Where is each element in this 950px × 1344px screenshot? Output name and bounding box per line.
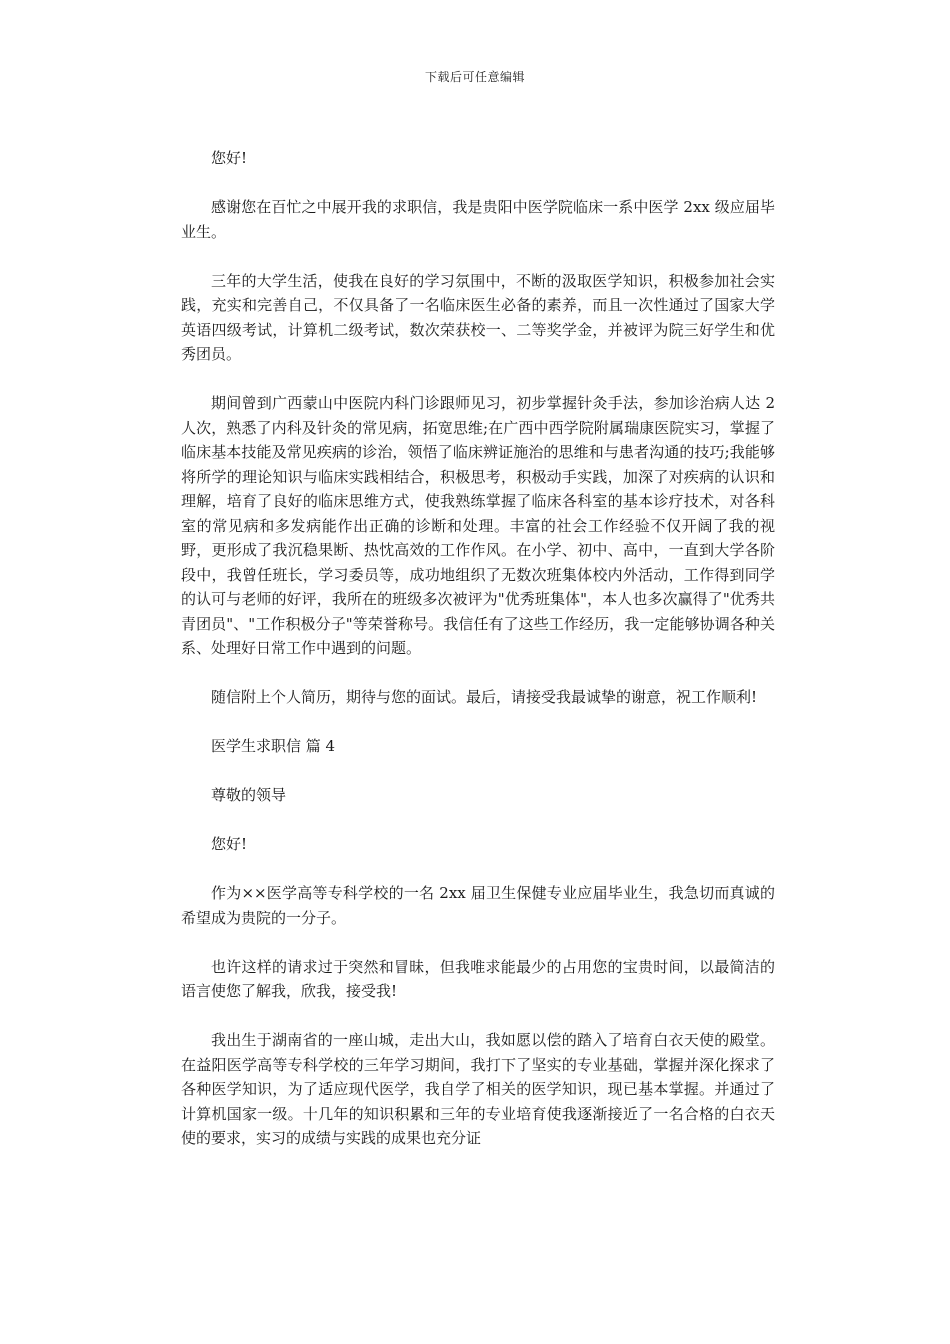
paragraph-intro-2: 作为××医学高等专科学校的一名 2xx 届卫生保健专业应届毕业生，我急切而真诚的希望成为贵院的一分子。: [181, 884, 775, 927]
paragraph-request: 也许这样的请求过于突然和冒昧，但我唯求能最少的占用您的宝贵时间，以最简洁的语言使您了解我，欣我，接受我!: [181, 957, 775, 1000]
paragraph-background: 我出生于湖南省的一座山城，走出大山，我如愿以偿的踏入了培育白衣天使的殿堂。在益阳医学高等专科学校的三年学习期间，我打下了坚实的专业基础，掌握并深化探求了各种医学知识，为了适应现代医学，我自学了相关的医学知识，现已基本掌握。并通过了计算机国家一级。十几年的知识积累和三年的专业培育使我逐渐接近了一名合格的白衣天使的要求，实习的成绩与实践的成果也充分证: [181, 1031, 775, 1147]
section-title: 医学生求职信 篇 4: [211, 737, 336, 755]
paragraph-closing: 随信附上个人简历，期待与您的面试。最后，请接受我最诚挚的谢意，祝工作顺利!: [211, 688, 758, 706]
paragraph-internship-experience: 期间曾到广西蒙山中医院内科门诊跟师见习，初步掌握针灸手法，参加诊治病人达 2 人次，熟悉了内科及针灸的常见病，拓宽思维;在广西中西学院附属瑞康医院实习，掌握了临床基本技能及常见疾病的诊治，领悟了临床辨证施治的思维和与患者沟通的技巧;我能够将所学的理论知识与临床实践相结合，积极思考，积极动手实践，加深了对疾病的认识和理解，培育了良好的临床思维方式，使我熟练掌握了临床各科室的基本诊疗技术，对各科室的常见病和多发病能作出正确的诊断和处理。丰富的社会工作经验不仅开阔了我的视野，更形成了我沉稳果断、热忱高效的工作作风。在小学、初中、高中，一直到大学各阶段中，我曾任班长，学习委员等，成功地组织了无数次班集体校内外活动，工作得到同学的认可与老师的好评，我所在的班级多次被评为"优秀班集体"，本人也多次赢得了"优秀共青团员"、"工作积极分子"等荣誉称号。我信任有了这些工作经历，我一定能够协调各种关系、处理好日常工作中遇到的问题。: [181, 394, 775, 657]
page-header-note: 下载后可任意编辑: [424, 70, 525, 84]
paragraph-intro: 感谢您在百忙之中展开我的求职信，我是贵阳中医学院临床一系中医学 2xx 级应届毕业生。: [181, 198, 775, 241]
letter-body: [181, 146, 775, 1175]
salutation: 尊敬的领导: [211, 786, 287, 804]
greeting: 您好!: [211, 149, 248, 167]
greeting-2: 您好!: [211, 835, 248, 853]
paragraph-university-life: 三年的大学生活，使我在良好的学习氛围中，不断的汲取医学知识，积极参加社会实践，充实和完善自己，不仅具备了一名临床医生必备的素养，而且一次性通过了国家大学英语四级考试，计算机二级考试，数次荣获校一、二等奖学金，并被评为院三好学生和优秀团员。: [181, 271, 775, 363]
